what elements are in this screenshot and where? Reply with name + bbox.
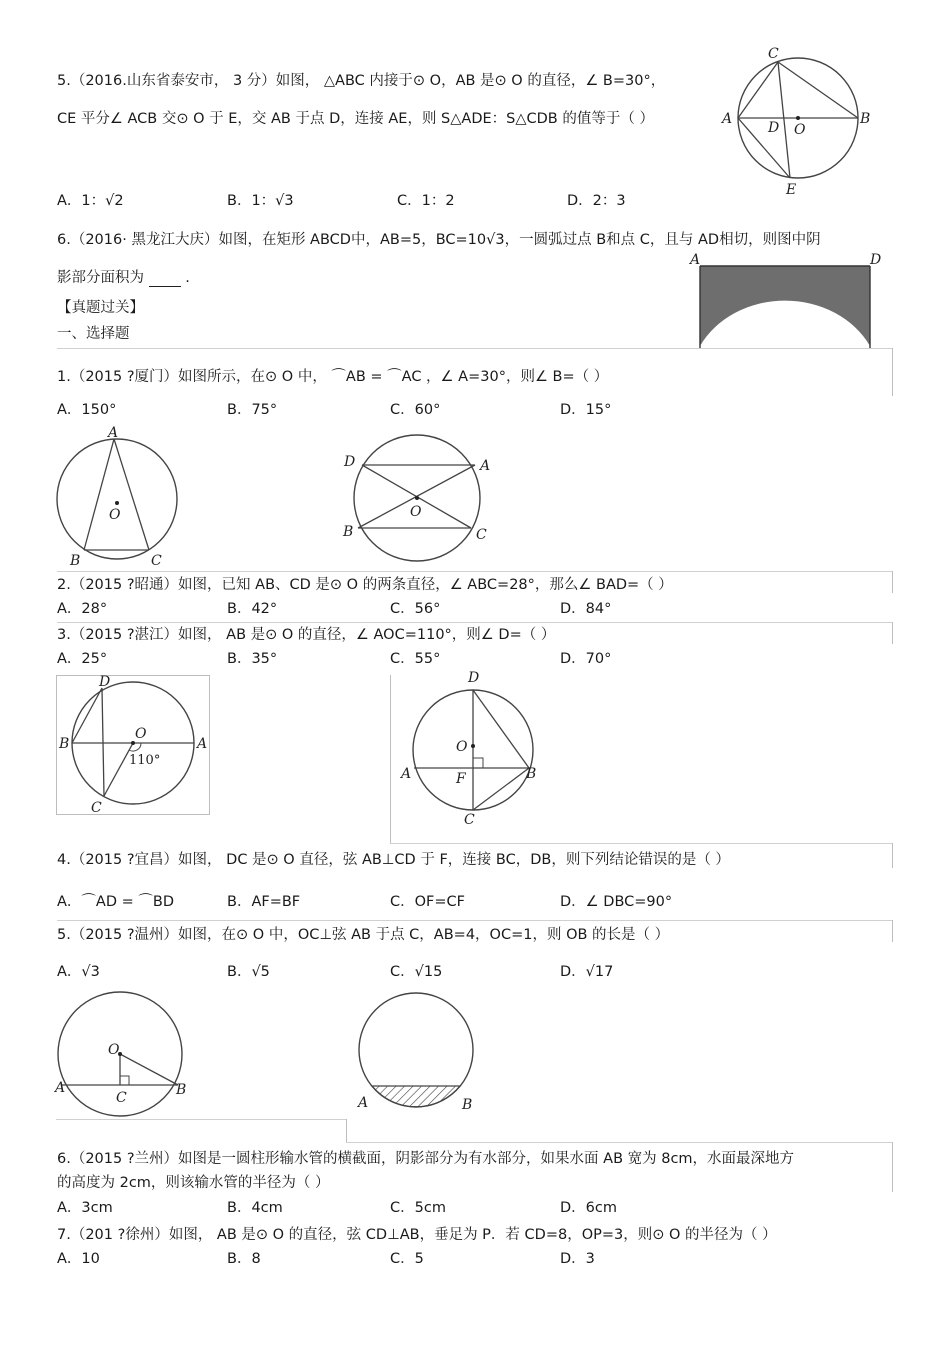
q3-fig2-label-a: A — [401, 766, 412, 782]
divider — [892, 1142, 893, 1192]
divider — [390, 675, 391, 843]
divider — [390, 843, 893, 844]
q6-2016-stem-end: . — [185, 270, 190, 286]
q5-2016-option-b[interactable]: B．1：√3 — [227, 193, 294, 209]
divider — [57, 920, 893, 921]
q4-option-c[interactable]: C．OF=CF — [390, 894, 465, 910]
q5-2016-label-c: C — [768, 46, 779, 62]
q4-stem: 4.（2015 ?宜昌）如图， DC 是⊙ O 直径，弦 AB⊥CD 于 F，连接 BC，DB，则下列结论错误的是（ ） — [57, 852, 730, 868]
q5-2016-figure — [720, 40, 880, 200]
q3-fig1-label-c: C — [91, 800, 102, 816]
q4-option-d[interactable]: D．∠ DBC=90° — [560, 894, 673, 910]
q7-option-c[interactable]: C．5 — [390, 1251, 424, 1267]
q6-2016-stem-text: 影部分面积为 — [57, 270, 144, 286]
q1-fig2-label-b: B — [343, 524, 354, 540]
q2-option-c[interactable]: C．56° — [390, 601, 441, 617]
q5-option-d[interactable]: D．√17 — [560, 964, 614, 980]
q5-option-c[interactable]: C．√15 — [390, 964, 443, 980]
q3-fig2-label-c: C — [464, 812, 475, 828]
section-subheader: 一、选择题 — [57, 326, 130, 342]
q1-figure-2 — [340, 428, 500, 568]
q5-2016-option-c[interactable]: C．1：2 — [397, 193, 455, 209]
q5-2016-label-a: A — [722, 111, 733, 127]
q5-2016-label-d: D — [768, 120, 780, 136]
q1-fig2-label-a: A — [480, 458, 491, 474]
divider — [346, 1119, 347, 1143]
divider — [892, 622, 893, 644]
q6-2016-label-a: A — [690, 252, 701, 268]
q6-2016-stem-line2 — [57, 269, 190, 287]
q6-option-a[interactable]: A．3cm — [57, 1200, 113, 1216]
q5-fig1-label-o: O — [108, 1042, 120, 1058]
divider — [56, 1119, 347, 1120]
q3-stem: 3.（2015 ?湛江）如图， AB 是⊙ O 的直径，∠ AOC=110°，则∠ D=（ ） — [57, 627, 556, 643]
q5-2016-label-o: O — [794, 122, 806, 138]
divider — [57, 622, 893, 623]
q5-2016-label-e: E — [786, 182, 797, 198]
q1-fig1-label-c: C — [151, 553, 162, 569]
q1-stem: 1.（2015 ?厦门）如图所示，在⊙ O 中， ⌒AB = ⌒AC ，∠ A=30°，则∠ B=（ ） — [57, 369, 609, 385]
q5-2016-stem-line1: 5.（2016.山东省泰安市， 3 分）如图， △ABC 内接于⊙ O，AB 是⊙ O 的直径，∠ B=30°， — [57, 73, 666, 89]
q5-2016-option-d[interactable]: D．2：3 — [567, 193, 626, 209]
q3-fig1-label-b: B — [59, 736, 70, 752]
q5-2016-stem-line2: CE 平分∠ ACB 交⊙ O 于 E，交 AB 于点 D，连接 AE，则 S△ADE：S△CDB 的值等于（ ） — [57, 111, 654, 127]
q3-fig1-label-a: A — [197, 736, 208, 752]
q1-figure-1 — [50, 424, 190, 569]
q5-fig1-label-a: A — [55, 1080, 66, 1096]
q3-option-c[interactable]: C．55° — [390, 651, 441, 667]
q3-figure-2 — [398, 666, 548, 826]
divider — [892, 571, 893, 593]
q7-option-d[interactable]: D．3 — [560, 1251, 595, 1267]
q2-option-b[interactable]: B．42° — [227, 601, 278, 617]
q7-stem: 7.（201 ?徐州）如图， AB 是⊙ O 的直径，弦 CD⊥AB，垂足为 P．若 CD=8，OP=3，则⊙ O 的半径为（ ） — [57, 1227, 777, 1243]
divider — [346, 1142, 893, 1143]
q6-2016-answer-blank[interactable] — [149, 272, 181, 287]
q6-option-c[interactable]: C．5cm — [390, 1200, 446, 1216]
q5-2016-option-a[interactable]: A．1：√2 — [57, 193, 124, 209]
divider — [892, 843, 893, 868]
q1-fig1-label-o: O — [109, 507, 121, 523]
q3-option-a[interactable]: A．25° — [57, 651, 108, 667]
q5-2016-label-b: B — [860, 111, 871, 127]
q3-fig2-label-f: F — [456, 771, 466, 787]
q3-fig2-label-b: B — [526, 766, 537, 782]
q1-fig2-label-o: O — [410, 504, 422, 520]
q5-fig2-label-b: B — [462, 1097, 473, 1113]
q3-fig2-label-d: D — [468, 670, 480, 686]
q3-fig1-label-angle: 110° — [129, 753, 161, 768]
q5-fig2-label-a: A — [358, 1095, 369, 1111]
q6-2016-stem-line1: 6.（2016· 黑龙江大庆）如图，在矩形 ABCD中，AB=5，BC=10√3，一圆弧过点 B和点 C，且与 AD相切，则图中阴 — [57, 232, 821, 248]
q1-option-b[interactable]: B．75° — [227, 402, 278, 418]
q5-figure-2 — [352, 994, 492, 1119]
q1-option-d[interactable]: D．15° — [560, 402, 612, 418]
q5-figure-1 — [52, 990, 197, 1120]
q1-option-c[interactable]: C．60° — [390, 402, 441, 418]
q5-stem: 5.（2015 ?温州）如图，在⊙ O 中，OC⊥弦 AB 于点 C，AB=4，OC=1，则 OB 的长是（ ） — [57, 927, 670, 943]
q1-fig1-label-a: A — [108, 425, 119, 441]
q4-option-a[interactable]: A．⌒AD = ⌒BD — [57, 894, 174, 910]
q6-2016-figure — [690, 252, 890, 348]
q2-option-a[interactable]: A．28° — [57, 601, 108, 617]
q7-option-a[interactable]: A．10 — [57, 1251, 100, 1267]
divider — [892, 348, 893, 396]
section-header: 【真题过关】 — [57, 300, 144, 316]
q6-stem-line1: 6.（2015 ?兰州）如图是一圆柱形输水管的横截面，阴影部分为有水部分，如果水面 AB 宽为 8cm，水面最深地方 — [57, 1151, 795, 1167]
q7-option-b[interactable]: B．8 — [227, 1251, 261, 1267]
divider — [892, 920, 893, 942]
q1-fig1-label-b: B — [70, 553, 81, 569]
q5-option-b[interactable]: B．√5 — [227, 964, 270, 980]
q2-option-d[interactable]: D．84° — [560, 601, 612, 617]
q1-fig2-label-d: D — [344, 454, 356, 470]
q3-fig2-label-o: O — [456, 739, 468, 755]
q3-fig1-label-o: O — [135, 726, 147, 742]
q5-fig1-label-c: C — [116, 1090, 127, 1106]
q3-fig1-label-d: D — [99, 674, 111, 690]
q6-stem-line2: 的高度为 2cm，则该输水管的半径为（ ） — [57, 1175, 330, 1191]
q1-fig2-label-c: C — [476, 527, 487, 543]
q3-option-b[interactable]: B．35° — [227, 651, 278, 667]
q6-2016-label-d: D — [870, 252, 882, 268]
divider — [57, 348, 893, 349]
q6-option-b[interactable]: B．4cm — [227, 1200, 283, 1216]
q5-option-a[interactable]: A．√3 — [57, 964, 100, 980]
divider — [57, 571, 893, 572]
q3-option-d[interactable]: D．70° — [560, 651, 612, 667]
q2-stem: 2.（2015 ?昭通）如图，已知 AB、CD 是⊙ O 的两条直径，∠ ABC=28°，那么∠ BAD=（ ） — [57, 577, 673, 593]
q6-option-d[interactable]: D．6cm — [560, 1200, 617, 1216]
q5-fig1-label-b: B — [176, 1082, 187, 1098]
q4-option-b[interactable]: B．AF=BF — [227, 894, 301, 910]
q3-figure-1 — [56, 675, 210, 815]
q1-option-a[interactable]: A．150° — [57, 402, 117, 418]
